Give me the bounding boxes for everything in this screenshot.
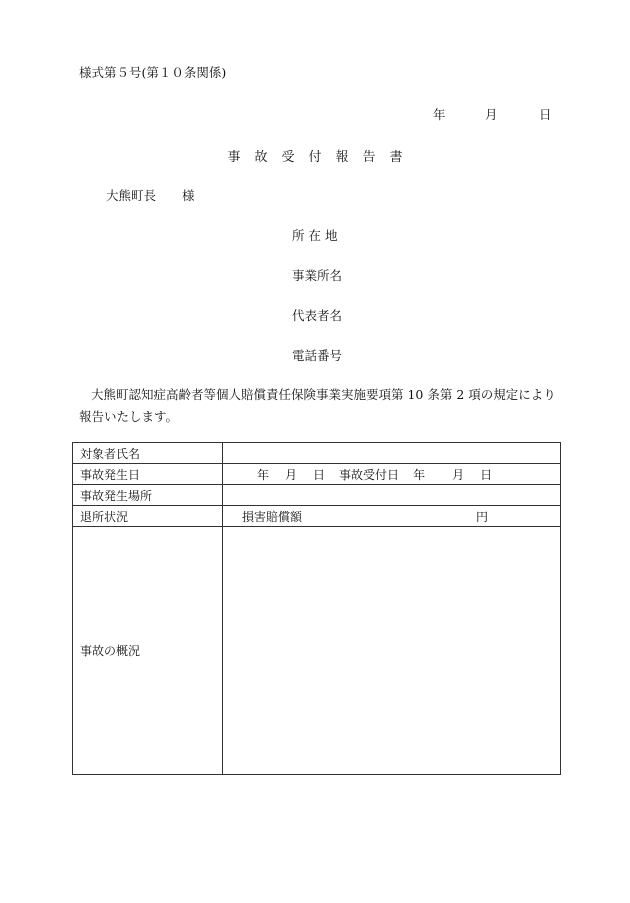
discharge-status-label: 退所状況 <box>73 506 223 527</box>
title-char: 報 <box>335 150 349 165</box>
form-number: 様式第５号(第１０条関係) <box>79 65 227 80</box>
addressee <box>106 186 195 204</box>
table-row <box>73 443 561 464</box>
accident-month-label: 月 <box>285 467 298 482</box>
receipt-month-label: 月 <box>452 467 465 482</box>
accident-date-label: 事故発生日 <box>73 464 223 485</box>
subject-name-label: 対象者氏名 <box>73 443 223 464</box>
receipt-date-label: 事故受付日 <box>339 467 400 482</box>
receipt-day-label: 日 <box>480 467 493 482</box>
applicant-phone-label: 電話番号 <box>292 348 343 363</box>
title-char: 事 <box>227 150 241 165</box>
table-row <box>73 527 561 775</box>
table-row <box>73 464 561 485</box>
accident-day-label: 日 <box>313 467 326 482</box>
table-row <box>73 506 561 527</box>
applicant-office-label: 事業所名 <box>292 268 343 283</box>
accident-year-label: 年 <box>257 467 270 482</box>
date-year-label: 年 <box>433 107 446 122</box>
accident-place-label: 事故発生場所 <box>73 485 223 506</box>
applicant-representative-label: 代表者名 <box>292 308 343 323</box>
document-title <box>0 146 630 165</box>
report-table <box>72 442 561 775</box>
addressee-honorific: 様 <box>182 188 195 203</box>
receipt-year-label: 年 <box>413 467 426 482</box>
accident-date-field[interactable] <box>223 464 561 485</box>
applicant-address-label: 所 在 地 <box>292 228 338 243</box>
date-month-label: 月 <box>485 107 498 122</box>
accident-overview-label: 事故の概況 <box>73 527 223 775</box>
subject-name-field[interactable] <box>223 443 561 464</box>
title-char: 受 <box>281 150 295 165</box>
title-char: 書 <box>389 150 403 165</box>
date-day-label: 日 <box>539 107 552 122</box>
body-text: 大熊町認知症高齢者等個人賠償責任保険事業実施要項第 10 条第 2 項の規定により報告いたします。 <box>79 387 556 424</box>
yen-label: 円 <box>476 509 489 524</box>
title-char: 付 <box>308 150 322 165</box>
title-char: 故 <box>254 150 268 165</box>
accident-place-field[interactable] <box>223 485 561 506</box>
damages-field[interactable] <box>223 506 561 527</box>
addressee-name: 大熊町長 <box>106 188 157 203</box>
title-char: 告 <box>362 150 376 165</box>
damages-label: 損害賠償額 <box>242 509 303 524</box>
table-row <box>73 485 561 506</box>
accident-overview-field[interactable] <box>223 527 561 775</box>
